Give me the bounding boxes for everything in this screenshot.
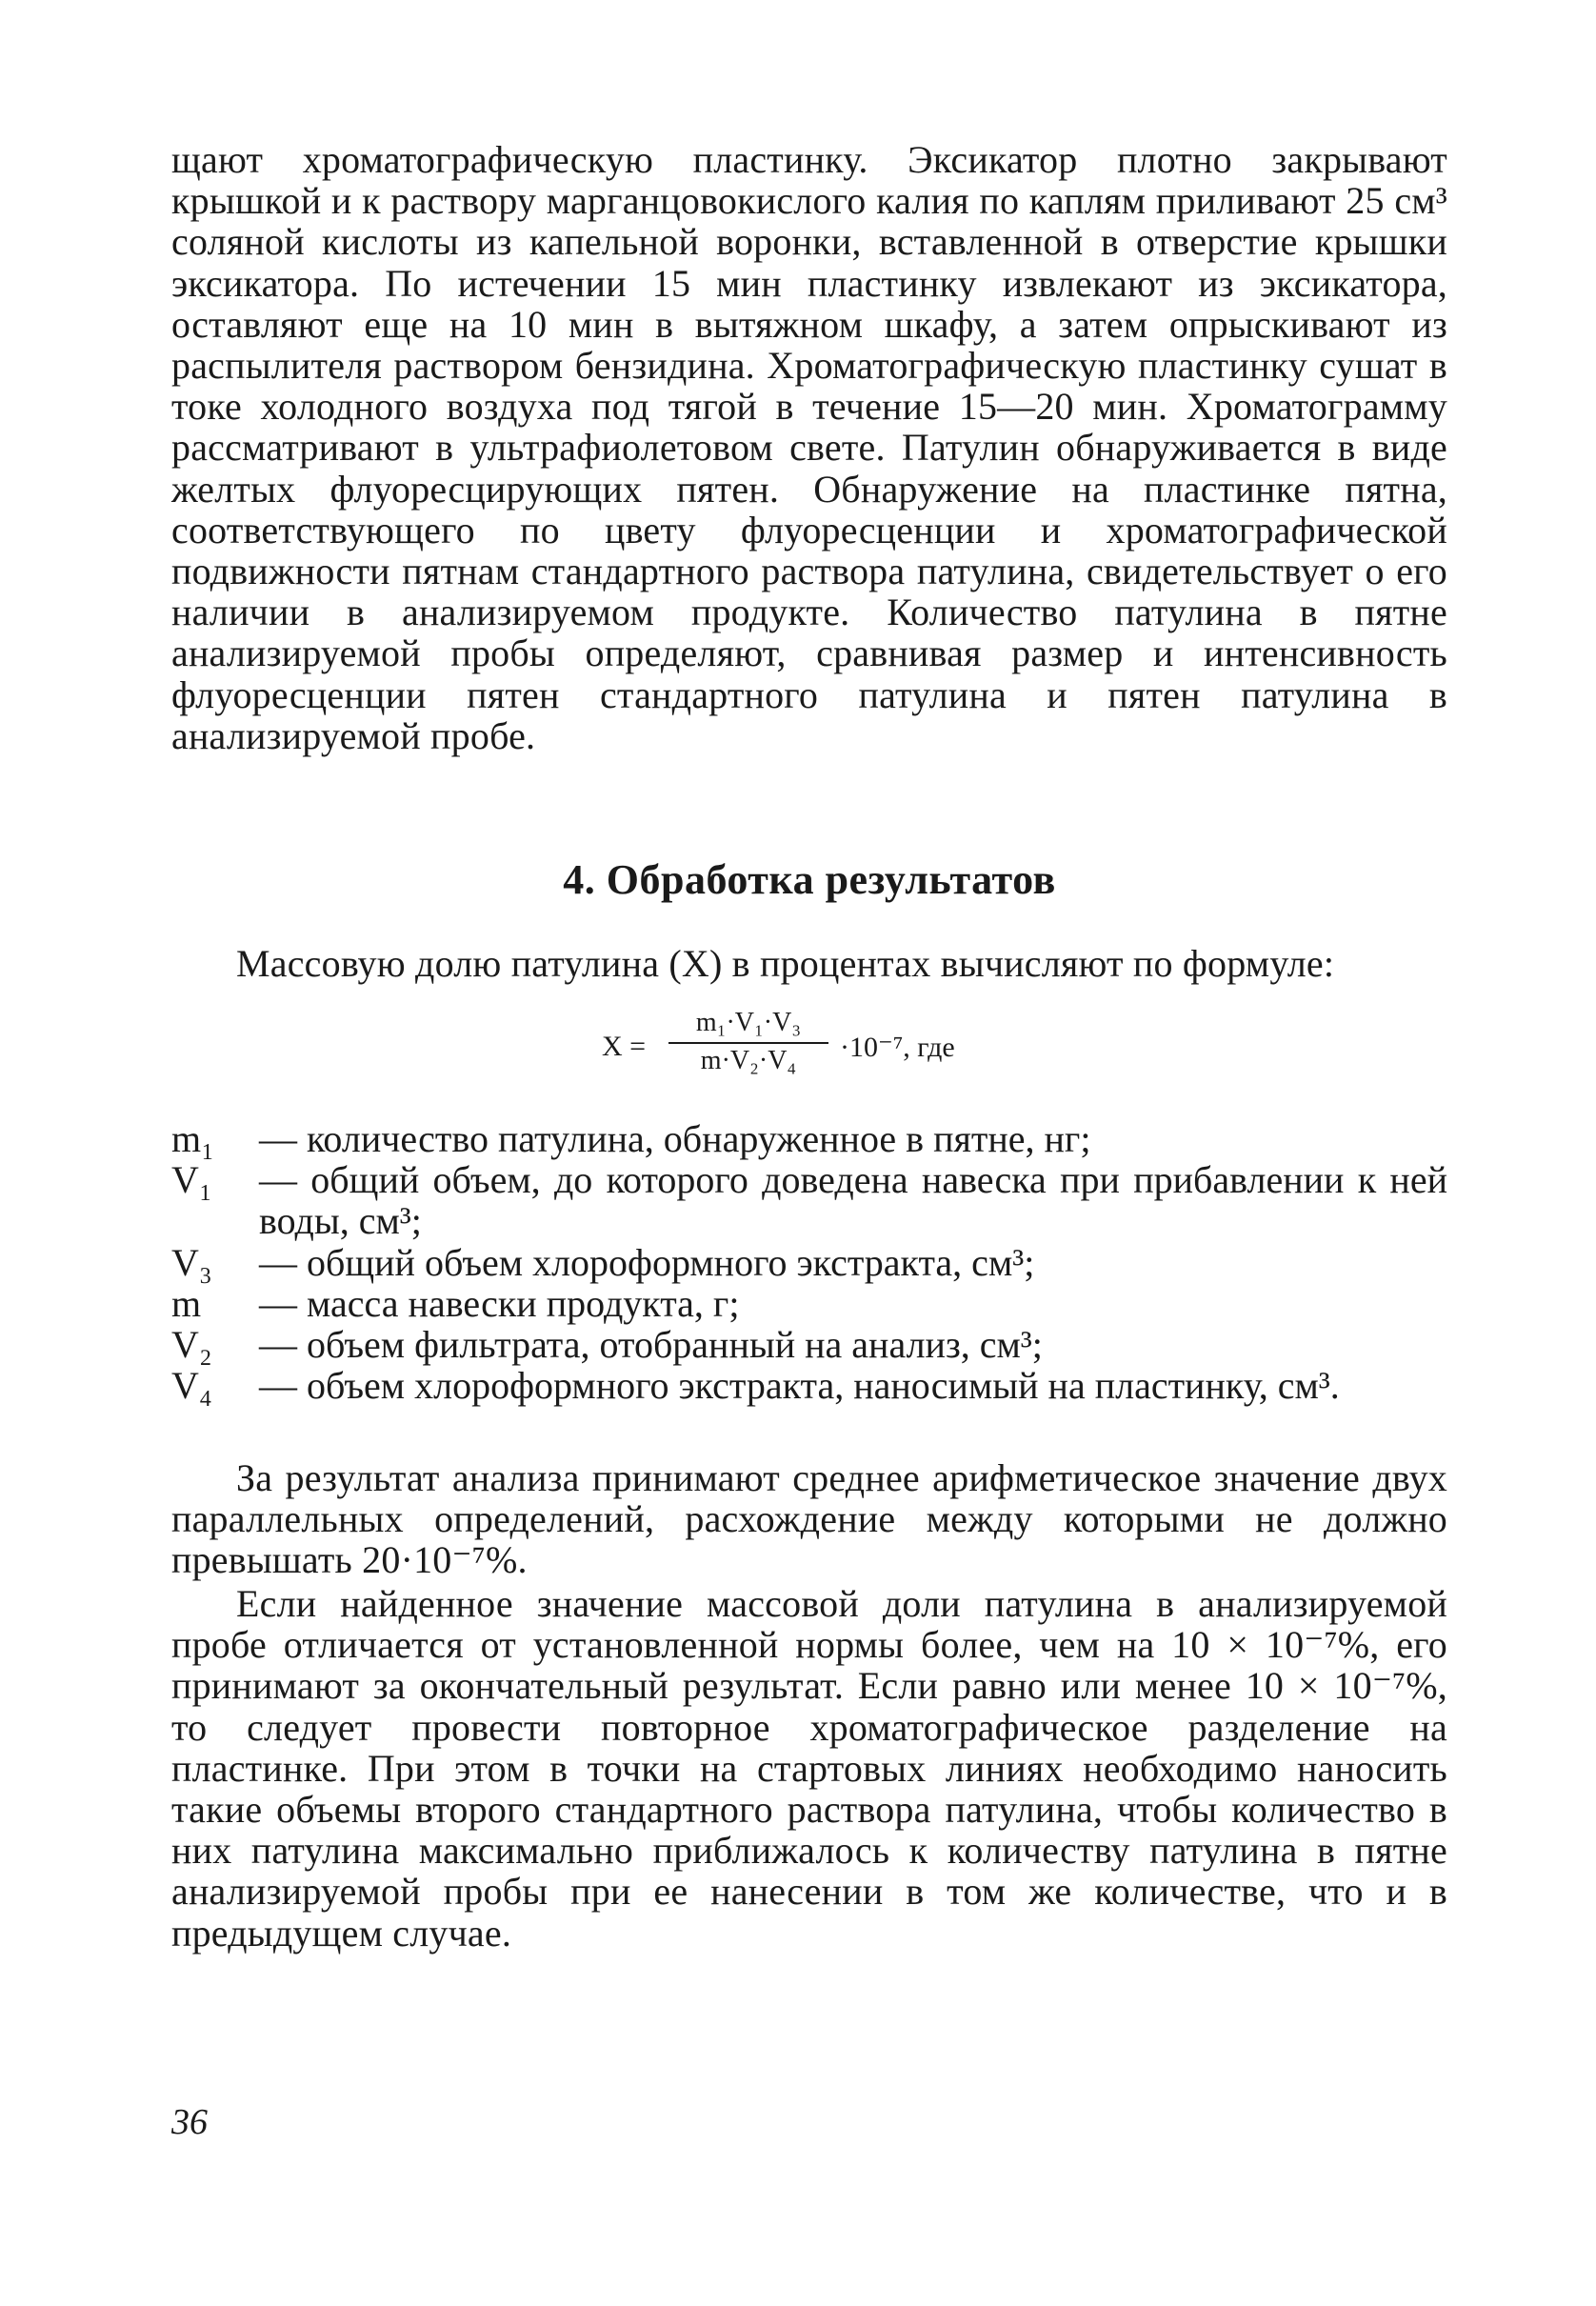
definition-text: — объем фильтрата, отобранный на анализ, см³; xyxy=(259,1323,1043,1367)
definition-text: — объем хлороформного экстракта, наносимый на пластинку, см³. xyxy=(259,1364,1340,1408)
formula-fraction xyxy=(668,1006,828,1078)
formula-rhs: ·10⁻⁷, где xyxy=(840,1032,955,1063)
paragraph-procedure: щают хроматографическую пластинку. Эксикатор плотно закрывают крышкой и к раствору марганцовокислого калия по каплям приливают 25 см³ соляной кислоты из капельной воронки, вставленной в отверстие крышки эксикатора. По истечении 15 мин пластинку извлекают из эксикатора, оставляют еще на 10 мин в вытяжном шкафу, а затем опрыскивают из распылителя раствором бензидина. Хроматографическую пластинку сушат в токе холодного воздуха под тягой в течение 15—20 мин. Хроматограмму рассматривают в ультрафиолетовом свете. Патулин обнаруживается в виде желтых флуоресцирующих пятен. Обнаружение на пластинке пятна, соответствующего по цвету флуоресценции и хроматографической подвижности пятнам стандартного раствора патулина, свидетельствует о его наличии в анализируемом продукте. Количество патулина в пятне анализируемой пробы определяют, сравнивая размер и интенсивность флуоресценции пятен стандартного патулина и пятен патулина в анализируемой пробе. xyxy=(171,138,1447,757)
definition-row xyxy=(171,1118,1447,1159)
formula-lhs: X = xyxy=(602,1031,647,1062)
definition-row xyxy=(171,1242,1447,1283)
definition-row xyxy=(171,1159,1447,1241)
definition-text: — количество патулина, обнаруженное в пятне, нг; xyxy=(259,1117,1091,1160)
section-heading: 4. Обработка результатов xyxy=(563,856,1056,903)
definition-row xyxy=(171,1283,1447,1324)
definition-symbol: V₂ xyxy=(171,1323,212,1367)
variable-definitions xyxy=(171,1118,1447,1406)
page-number: 36 xyxy=(171,2102,208,2142)
definition-row xyxy=(171,1365,1447,1406)
formula-denominator: m·V₂·V₄ xyxy=(700,1046,797,1075)
definition-symbol: V₄ xyxy=(171,1364,212,1408)
definition-text: — общий объем, до которого доведена навеска при прибавлении к ней воды, см³; xyxy=(259,1158,1447,1243)
definition-text: — общий объем хлороформного экстракта, см³; xyxy=(259,1240,1035,1284)
paragraph-formula-intro: Массовую долю патулина (X) в процентах вычисляют по формуле: xyxy=(236,942,1335,985)
definition-symbol: V₃ xyxy=(171,1240,212,1284)
definition-symbol: m xyxy=(171,1281,202,1325)
definition-symbol: V₁ xyxy=(171,1158,212,1202)
definition-symbol: m₁ xyxy=(171,1117,215,1160)
formula-numerator: m₁·V₁·V₃ xyxy=(668,1006,828,1044)
paragraph-result-average: За результат анализа принимают среднее арифметическое значение двух параллельных определений, расхождение между которыми не должно превышать 20·10⁻⁷%. xyxy=(171,1456,1447,1582)
definition-row xyxy=(171,1324,1447,1365)
definition-text: — масса навески продукта, г; xyxy=(259,1281,740,1325)
paragraph-result-repeat: Если найденное значение массовой доли патулина в анализируемой пробе отличается от установленной нормы более, чем на 10 × 10⁻⁷%, его принимают за окончательный результат. Если равно или менее 10 × 10⁻⁷%, то следует провести повторное хроматографическое разделение на пластинке. При этом в точки на стартовых линиях необходимо наносить такие объемы второго стандартного раствора патулина, чтобы количество в них патулина максимально приближалось к количеству патулина в пятне анализируемой пробы при ее нанесении в том же количестве, что и в предыдущем случае. xyxy=(171,1582,1447,1955)
